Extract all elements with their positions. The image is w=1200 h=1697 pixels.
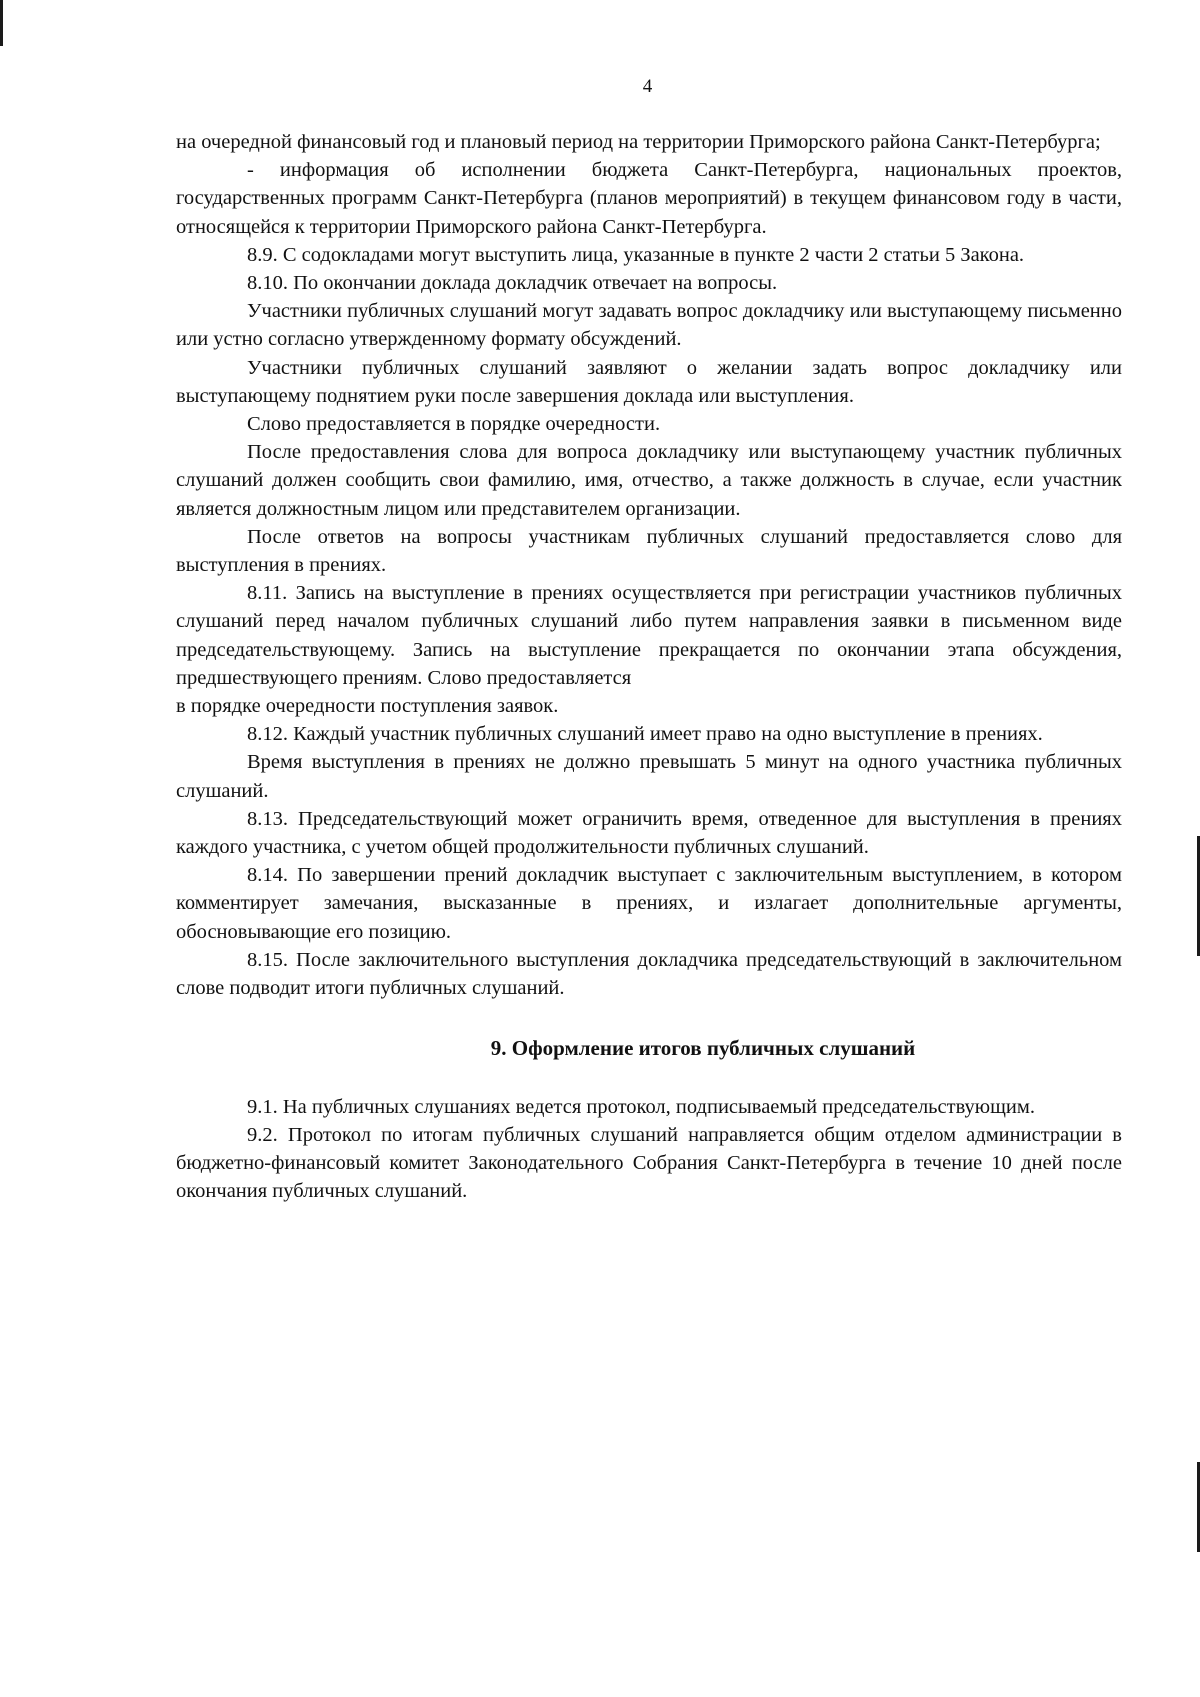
paragraph: После предоставления слова для вопроса докладчику или выступающему участник публичных слушаний должен сообщить свои фамилию, имя, отчество, а также должность в случае, если участник является должностным лицом или представителем организации. [176, 441, 1122, 520]
paragraph-9-1: 9.1. На публичных слушаниях ведется протокол, подписываемый председательствующим. [247, 1095, 1035, 1118]
paragraph-8-11: 8.11. Запись на выступление в прениях осуществляется при регистрации участников публичных слушаний перед началом публичных слушаний либо путем направления заявки в письменном виде председательствующему. Запись на выступление прекращается по окончании этапа обсуждения, предшествующего прениям. Слово предоставляется [176, 582, 1122, 689]
paragraph: Время выступления в прениях не должно превышать 5 минут на одного участника публичных слушаний. [176, 751, 1122, 802]
paragraphs-before-heading [176, 128, 1122, 1002]
paragraph: Участники публичных слушаний заявляют о желании задать вопрос докладчику или выступающему поднятием руки после завершения доклада или выступления. [176, 356, 1122, 407]
scan-edge-mark-left-top [0, 0, 3, 46]
paragraph: Слово предоставляется в порядке очередности. [247, 413, 661, 436]
paragraph-9-2: 9.2. Протокол по итогам публичных слушаний направляется общим отделом администрации в бюджетно-финансовый комитет Законодательного Собрания Санкт-Петербурга в течение 10 дней после окончания публичных слушаний. [176, 1123, 1122, 1203]
paragraph-8-14: 8.14. По завершении прений докладчик выступает с заключительным выступлением, в котором комментирует замечания, высказанные в прениях, и излагает дополнительные аргументы, обосновывающие его позицию. [176, 864, 1122, 943]
paragraph: Участники публичных слушаний могут задавать вопрос докладчику или выступающему письменно или устно согласно утвержденному формату обсуждений. [176, 300, 1122, 351]
section-heading [176, 1034, 1122, 1062]
page-number: 4 [642, 76, 653, 97]
paragraph-8-9: 8.9. С содокладами могут выступить лица, указанные в пункте 2 части 2 статьи 5 Закона. [247, 243, 1025, 266]
paragraph: После ответов на вопросы участникам публичных слушаний предоставляется слово для выступления в прениях. [176, 525, 1122, 577]
paragraph: в порядке очередности поступления заявок. [176, 695, 559, 718]
paragraph-8-10: 8.10. По окончании доклада докладчик отвечает на вопросы. [247, 272, 778, 295]
paragraph-8-13: 8.13. Председательствующий может ограничить время, отведенное для выступления в прениях каждого участника, с учетом общей продолжительности публичных слушаний. [176, 807, 1122, 859]
paragraphs-after-heading [176, 1093, 1122, 1206]
document-body [176, 128, 1122, 1205]
paragraph: - информация об исполнении бюджета Санкт-Петербурга, национальных проектов, государственных программ Санкт-Петербурга (планов мероприятий) в текущем финансовом году в части, относящейся к территории Приморского района Санкт-Петербурга. [176, 159, 1122, 238]
paragraph-8-15: 8.15. После заключительного выступления докладчика председательствующий в заключительном слове подводит итоги публичных слушаний. [176, 948, 1122, 1000]
section-heading-text: 9. Оформление итогов публичных слушаний [490, 1036, 916, 1061]
paragraph: на очередной финансовый год и плановый период на территории Приморского района Санкт-Петербурга; [176, 131, 1101, 153]
paragraph-8-12: 8.12. Каждый участник публичных слушаний имеет право на одно выступление в прениях. [247, 723, 1043, 746]
